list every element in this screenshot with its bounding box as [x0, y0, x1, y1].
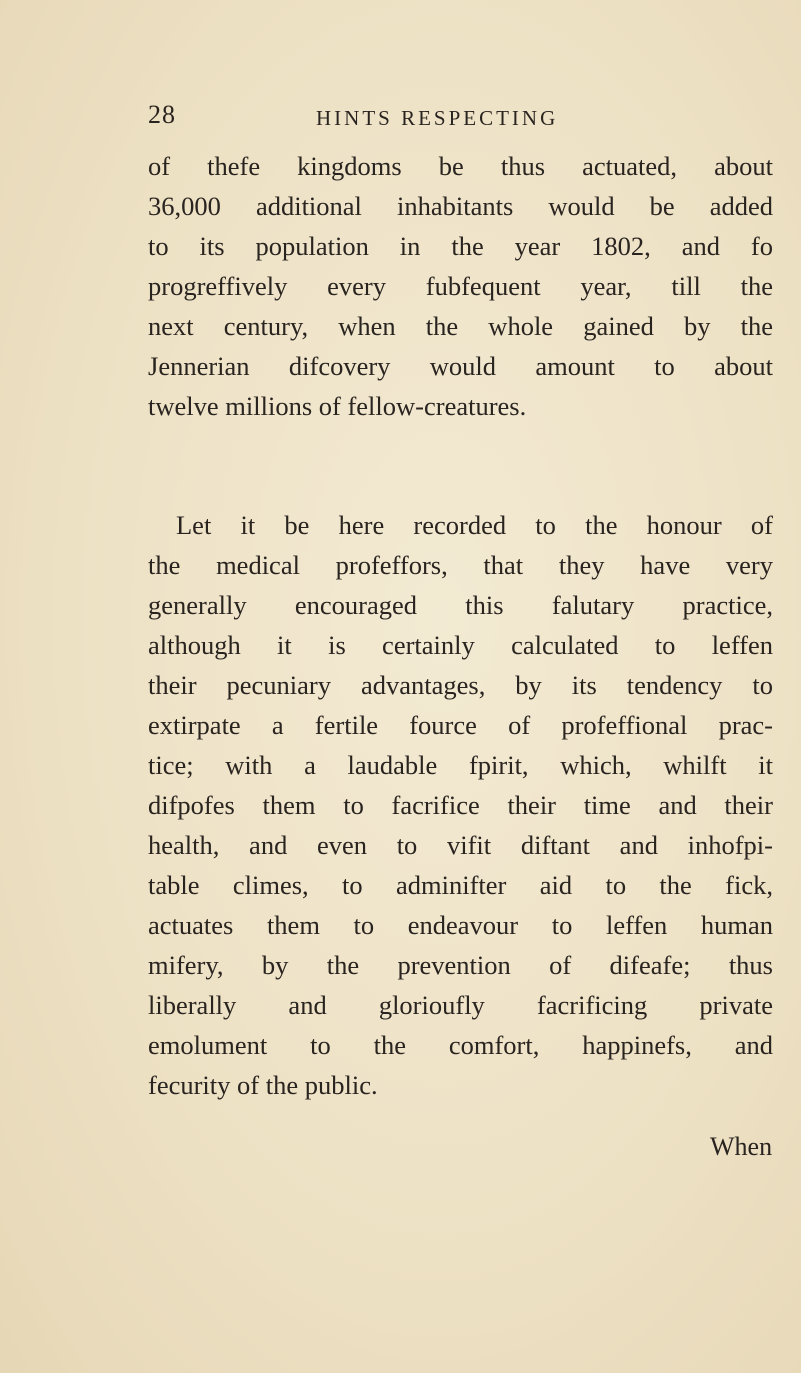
catchword: When [710, 1132, 773, 1161]
text-line: next century, when the whole gained by the [148, 311, 773, 341]
text-line: the medical profeffors, that they have very [148, 550, 773, 580]
text-line: progreffively every fubfequent year, till the [148, 271, 773, 301]
text-line: actuates them to endeavour to leffen human [148, 910, 773, 940]
text-line: tice; with a laudable fpirit, which, whilft it [148, 750, 773, 780]
body-text [148, 146, 773, 1105]
paragraph [148, 505, 773, 1105]
text-line: twelve millions of fellow-creatures. [148, 391, 527, 421]
paragraph-gap [148, 426, 773, 505]
text-line: mifery, by the prevention of difeafe; thus [148, 950, 773, 980]
text-line: emolument to the comfort, happinefs, and [148, 1030, 773, 1060]
text-line: of thefe kingdoms be thus actuated, about [148, 151, 773, 181]
page-header [148, 100, 768, 140]
text-line: liberally and glorioufly facrificing private [148, 990, 773, 1020]
text-line: Jennerian difcovery would amount to about [148, 351, 773, 381]
text-line: extirpate a fertile fource of profeffional prac- [148, 710, 773, 740]
page-number: 28 [148, 100, 176, 129]
text-line: fecurity of the public. [148, 1070, 378, 1100]
text-line: difpofes them to facrifice their time and their [148, 790, 773, 820]
running-head: HINTS RESPECTING [316, 106, 559, 130]
text-line: Let it be here recorded to the honour of [176, 510, 773, 540]
text-line: health, and even to vifit diftant and inhofpi- [148, 830, 773, 860]
text-line: although it is certainly calculated to leffen [148, 630, 773, 660]
text-line: 36,000 additional inhabitants would be added [148, 191, 773, 221]
text-line: to its population in the year 1802, and fo [148, 231, 773, 261]
text-line: table climes, to adminifter aid to the fick, [148, 870, 773, 900]
text-line: generally encouraged this falutary practice, [148, 590, 773, 620]
text-line: their pecuniary advantages, by its tendency to [148, 670, 773, 700]
paragraph [148, 146, 773, 426]
